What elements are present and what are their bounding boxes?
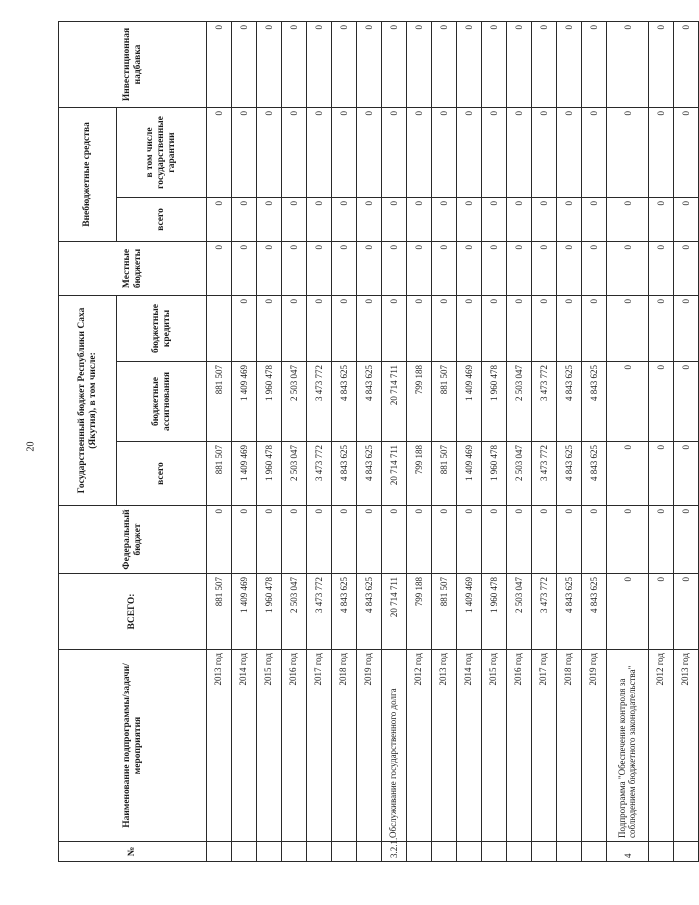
row-off-total-cell: 0 xyxy=(232,197,257,241)
row-num-cell xyxy=(457,842,482,862)
row-off-guarantee-cell: 0 xyxy=(207,107,232,197)
table-header-row xyxy=(59,21,117,861)
rotated-page-content xyxy=(58,22,691,862)
table-row xyxy=(382,21,407,861)
row-total-cell: 881 507 xyxy=(207,574,232,650)
row-state-alloc-cell: 4 843 625 xyxy=(357,362,382,442)
row-total-cell: 4 843 625 xyxy=(332,574,357,650)
row-state-total-cell: 1 409 469 xyxy=(232,442,257,506)
row-total-cell: 3 473 772 xyxy=(532,574,557,650)
row-state-total-cell: 3 473 772 xyxy=(532,442,557,506)
row-local-cell: 0 xyxy=(432,241,457,295)
table-row xyxy=(582,21,607,861)
row-num-cell: 3.2.1. xyxy=(382,842,407,862)
row-off-total-cell: 0 xyxy=(649,197,674,241)
row-invest-cell: 0 xyxy=(232,21,257,107)
row-local-cell: 0 xyxy=(382,241,407,295)
row-local-cell: 0 xyxy=(582,241,607,295)
row-num-cell xyxy=(649,842,674,862)
row-off-guarantee-cell: 0 xyxy=(357,107,382,197)
row-federal-cell: 0 xyxy=(607,506,649,574)
row-state-alloc-cell: 2 503 047 xyxy=(282,362,307,442)
row-total-cell: 2 503 047 xyxy=(282,574,307,650)
budget-table xyxy=(58,21,699,862)
row-num-cell xyxy=(257,842,282,862)
row-state-alloc-cell: 0 xyxy=(649,362,674,442)
row-off-guarantee-cell: 0 xyxy=(457,107,482,197)
row-num-cell xyxy=(482,842,507,862)
row-total-cell: 881 507 xyxy=(432,574,457,650)
row-state-credit-cell: 0 xyxy=(382,295,407,361)
row-name-cell: 2015 год xyxy=(482,650,507,842)
header-local: Местные бюджеты xyxy=(59,241,207,295)
row-total-cell: 4 843 625 xyxy=(357,574,382,650)
row-off-total-cell: 0 xyxy=(257,197,282,241)
row-state-alloc-cell: 2 503 047 xyxy=(507,362,532,442)
row-off-total-cell: 0 xyxy=(307,197,332,241)
row-invest-cell: 0 xyxy=(332,21,357,107)
row-name-cell: 2012 год xyxy=(407,650,432,842)
row-state-credit-cell: 0 xyxy=(482,295,507,361)
row-off-guarantee-cell: 0 xyxy=(257,107,282,197)
row-state-total-cell: 0 xyxy=(649,442,674,506)
row-total-cell: 3 473 772 xyxy=(307,574,332,650)
row-federal-cell: 0 xyxy=(532,506,557,574)
row-invest-cell: 0 xyxy=(382,21,407,107)
row-off-guarantee-cell: 0 xyxy=(674,107,699,197)
row-name-cell: 2017 год xyxy=(532,650,557,842)
row-off-total-cell: 0 xyxy=(432,197,457,241)
row-num-cell xyxy=(232,842,257,862)
row-off-total-cell: 0 xyxy=(582,197,607,241)
row-state-credit-cell: 0 xyxy=(649,295,674,361)
row-local-cell: 0 xyxy=(282,241,307,295)
row-state-credit-cell: 0 xyxy=(407,295,432,361)
row-state-credit-cell xyxy=(207,295,232,361)
page-number: 20 xyxy=(25,441,37,452)
row-total-cell: 0 xyxy=(607,574,649,650)
table-row xyxy=(432,21,457,861)
row-num-cell xyxy=(357,842,382,862)
row-local-cell: 0 xyxy=(482,241,507,295)
row-state-total-cell: 3 473 772 xyxy=(307,442,332,506)
row-local-cell: 0 xyxy=(307,241,332,295)
header-state-budget: Государственный бюджет Республики Саха (Якутия), в том числе: xyxy=(59,295,117,505)
row-federal-cell: 0 xyxy=(407,506,432,574)
row-off-guarantee-cell: 0 xyxy=(382,107,407,197)
header-federal: Федеральный бюджет xyxy=(59,506,207,574)
row-state-credit-cell: 0 xyxy=(557,295,582,361)
row-total-cell: 1 409 469 xyxy=(457,574,482,650)
row-num-cell xyxy=(307,842,332,862)
row-local-cell: 0 xyxy=(557,241,582,295)
row-state-total-cell: 2 503 047 xyxy=(282,442,307,506)
row-invest-cell: 0 xyxy=(432,21,457,107)
row-off-guarantee-cell: 0 xyxy=(532,107,557,197)
row-state-alloc-cell: 3 473 772 xyxy=(532,362,557,442)
row-federal-cell: 0 xyxy=(332,506,357,574)
row-off-guarantee-cell: 0 xyxy=(649,107,674,197)
row-federal-cell: 0 xyxy=(307,506,332,574)
row-state-total-cell: 1 409 469 xyxy=(457,442,482,506)
row-federal-cell: 0 xyxy=(482,506,507,574)
row-federal-cell: 0 xyxy=(357,506,382,574)
row-federal-cell: 0 xyxy=(257,506,282,574)
row-off-total-cell: 0 xyxy=(382,197,407,241)
row-local-cell: 0 xyxy=(332,241,357,295)
row-total-cell: 799 188 xyxy=(407,574,432,650)
header-num: № xyxy=(59,842,207,862)
row-state-total-cell: 4 843 625 xyxy=(557,442,582,506)
table-row xyxy=(649,21,674,861)
row-state-total-cell: 4 843 625 xyxy=(582,442,607,506)
table-row xyxy=(232,21,257,861)
row-off-total-cell: 0 xyxy=(607,197,649,241)
table-row xyxy=(607,21,649,861)
row-state-total-cell: 881 507 xyxy=(432,442,457,506)
header-invest: Инвестиционная надбавка xyxy=(59,21,207,107)
row-num-cell xyxy=(407,842,432,862)
row-invest-cell: 0 xyxy=(407,21,432,107)
row-off-guarantee-cell: 0 xyxy=(507,107,532,197)
row-name-cell: 2018 год xyxy=(332,650,357,842)
row-state-credit-cell: 0 xyxy=(307,295,332,361)
row-num-cell xyxy=(557,842,582,862)
row-federal-cell: 0 xyxy=(382,506,407,574)
table-row xyxy=(557,21,582,861)
row-state-credit-cell: 0 xyxy=(332,295,357,361)
row-name-cell: 2019 год xyxy=(582,650,607,842)
row-invest-cell: 0 xyxy=(457,21,482,107)
row-state-alloc-cell: 3 473 772 xyxy=(307,362,332,442)
header-state-alloc: бюджетные ассигнования xyxy=(117,362,207,442)
row-name-cell: 2019 год xyxy=(357,650,382,842)
header-state-total: всего xyxy=(117,442,207,506)
row-off-guarantee-cell: 0 xyxy=(232,107,257,197)
row-invest-cell: 0 xyxy=(674,21,699,107)
header-state-credit: бюджетные кредиты xyxy=(117,295,207,361)
row-federal-cell: 0 xyxy=(207,506,232,574)
row-state-credit-cell: 0 xyxy=(357,295,382,361)
row-state-credit-cell: 0 xyxy=(507,295,532,361)
row-invest-cell: 0 xyxy=(357,21,382,107)
row-local-cell: 0 xyxy=(507,241,532,295)
row-local-cell: 0 xyxy=(674,241,699,295)
header-off-total: всего xyxy=(117,197,207,241)
row-invest-cell: 0 xyxy=(307,21,332,107)
row-num-cell xyxy=(674,842,699,862)
row-local-cell: 0 xyxy=(607,241,649,295)
row-invest-cell: 0 xyxy=(557,21,582,107)
row-federal-cell: 0 xyxy=(557,506,582,574)
row-off-guarantee-cell: 0 xyxy=(607,107,649,197)
row-state-total-cell: 0 xyxy=(607,442,649,506)
table-row xyxy=(207,21,232,861)
row-federal-cell: 0 xyxy=(457,506,482,574)
row-local-cell: 0 xyxy=(257,241,282,295)
row-name-cell: Подпрограмма "Обеспечение контроля за соблюдением бюджетного законодательства" xyxy=(607,650,649,842)
row-state-alloc-cell: 799 188 xyxy=(407,362,432,442)
row-federal-cell: 0 xyxy=(432,506,457,574)
row-invest-cell: 0 xyxy=(482,21,507,107)
row-local-cell: 0 xyxy=(457,241,482,295)
row-off-guarantee-cell: 0 xyxy=(307,107,332,197)
row-state-total-cell: 1 960 478 xyxy=(482,442,507,506)
row-off-guarantee-cell: 0 xyxy=(407,107,432,197)
row-total-cell: 1 960 478 xyxy=(257,574,282,650)
row-name-cell: 2016 год xyxy=(507,650,532,842)
row-invest-cell: 0 xyxy=(257,21,282,107)
table-row xyxy=(532,21,557,861)
row-off-total-cell: 0 xyxy=(532,197,557,241)
row-state-alloc-cell: 0 xyxy=(674,362,699,442)
row-off-guarantee-cell: 0 xyxy=(557,107,582,197)
table-row xyxy=(307,21,332,861)
row-off-total-cell: 0 xyxy=(457,197,482,241)
row-state-total-cell: 799 188 xyxy=(407,442,432,506)
row-num-cell xyxy=(507,842,532,862)
row-local-cell: 0 xyxy=(532,241,557,295)
row-off-total-cell: 0 xyxy=(357,197,382,241)
row-name-cell: 2018 год xyxy=(557,650,582,842)
row-invest-cell: 0 xyxy=(207,21,232,107)
row-off-total-cell: 0 xyxy=(674,197,699,241)
row-name-cell: Обслуживание государственного долга xyxy=(382,650,407,842)
row-name-cell: 2013 год xyxy=(674,650,699,842)
row-state-credit-cell: 0 xyxy=(457,295,482,361)
row-invest-cell: 0 xyxy=(282,21,307,107)
row-state-total-cell: 4 843 625 xyxy=(332,442,357,506)
row-name-cell: 2012 год xyxy=(649,650,674,842)
row-state-credit-cell: 0 xyxy=(282,295,307,361)
row-off-total-cell: 0 xyxy=(332,197,357,241)
row-state-credit-cell: 0 xyxy=(232,295,257,361)
row-name-cell: 2013 год xyxy=(432,650,457,842)
row-federal-cell: 0 xyxy=(282,506,307,574)
row-off-total-cell: 0 xyxy=(407,197,432,241)
header-off-guarantee: в том числе государственные гарантии xyxy=(117,107,207,197)
row-off-total-cell: 0 xyxy=(507,197,532,241)
row-num-cell xyxy=(582,842,607,862)
row-off-total-cell: 0 xyxy=(282,197,307,241)
table-row xyxy=(674,21,699,861)
row-federal-cell: 0 xyxy=(507,506,532,574)
row-off-guarantee-cell: 0 xyxy=(582,107,607,197)
row-state-total-cell: 0 xyxy=(674,442,699,506)
row-state-alloc-cell: 1 960 478 xyxy=(482,362,507,442)
row-state-total-cell: 4 843 625 xyxy=(357,442,382,506)
row-num-cell xyxy=(432,842,457,862)
row-name-cell: 2016 год xyxy=(282,650,307,842)
table-row xyxy=(282,21,307,861)
row-num-cell xyxy=(532,842,557,862)
row-total-cell: 0 xyxy=(674,574,699,650)
row-off-total-cell: 0 xyxy=(207,197,232,241)
row-state-total-cell: 1 960 478 xyxy=(257,442,282,506)
row-num-cell xyxy=(332,842,357,862)
row-local-cell: 0 xyxy=(407,241,432,295)
row-name-cell: 2014 год xyxy=(457,650,482,842)
row-state-alloc-cell: 881 507 xyxy=(432,362,457,442)
row-invest-cell: 0 xyxy=(649,21,674,107)
row-off-total-cell: 0 xyxy=(557,197,582,241)
row-name-cell: 2013 год xyxy=(207,650,232,842)
row-state-credit-cell: 0 xyxy=(582,295,607,361)
header-offbudget: Внебюджетные средства xyxy=(59,107,117,241)
row-federal-cell: 0 xyxy=(674,506,699,574)
row-local-cell: 0 xyxy=(207,241,232,295)
header-total: ВСЕГО: xyxy=(59,574,207,650)
row-invest-cell: 0 xyxy=(607,21,649,107)
row-local-cell: 0 xyxy=(357,241,382,295)
row-total-cell: 2 503 047 xyxy=(507,574,532,650)
row-invest-cell: 0 xyxy=(532,21,557,107)
table-row xyxy=(407,21,432,861)
row-state-total-cell: 2 503 047 xyxy=(507,442,532,506)
table-row xyxy=(332,21,357,861)
row-state-alloc-cell: 881 507 xyxy=(207,362,232,442)
row-federal-cell: 0 xyxy=(649,506,674,574)
row-off-guarantee-cell: 0 xyxy=(282,107,307,197)
row-federal-cell: 0 xyxy=(582,506,607,574)
table-row xyxy=(482,21,507,861)
row-state-credit-cell: 0 xyxy=(532,295,557,361)
row-total-cell: 4 843 625 xyxy=(557,574,582,650)
row-state-total-cell: 20 714 711 xyxy=(382,442,407,506)
row-local-cell: 0 xyxy=(649,241,674,295)
row-state-credit-cell: 0 xyxy=(257,295,282,361)
row-state-alloc-cell: 1 409 469 xyxy=(232,362,257,442)
row-total-cell: 1 409 469 xyxy=(232,574,257,650)
row-off-guarantee-cell: 0 xyxy=(482,107,507,197)
row-num-cell: 4 xyxy=(607,842,649,862)
row-state-alloc-cell: 4 843 625 xyxy=(332,362,357,442)
row-federal-cell: 0 xyxy=(232,506,257,574)
row-state-total-cell: 881 507 xyxy=(207,442,232,506)
table-row xyxy=(457,21,482,861)
row-state-alloc-cell: 4 843 625 xyxy=(582,362,607,442)
row-state-alloc-cell: 4 843 625 xyxy=(557,362,582,442)
row-num-cell xyxy=(282,842,307,862)
row-off-guarantee-cell: 0 xyxy=(332,107,357,197)
row-off-total-cell: 0 xyxy=(482,197,507,241)
row-invest-cell: 0 xyxy=(507,21,532,107)
row-name-cell: 2015 год xyxy=(257,650,282,842)
row-state-alloc-cell: 0 xyxy=(607,362,649,442)
row-state-credit-cell: 0 xyxy=(674,295,699,361)
table-row xyxy=(357,21,382,861)
row-off-guarantee-cell: 0 xyxy=(432,107,457,197)
row-state-alloc-cell: 1 409 469 xyxy=(457,362,482,442)
row-total-cell: 1 960 478 xyxy=(482,574,507,650)
row-total-cell: 4 843 625 xyxy=(582,574,607,650)
header-name: Наименование подпрограммы/задачи/мероприятия xyxy=(59,650,207,842)
row-total-cell: 0 xyxy=(649,574,674,650)
table-row xyxy=(507,21,532,861)
row-state-alloc-cell: 20 714 711 xyxy=(382,362,407,442)
row-name-cell: 2014 год xyxy=(232,650,257,842)
row-state-credit-cell: 0 xyxy=(432,295,457,361)
row-invest-cell: 0 xyxy=(582,21,607,107)
row-state-credit-cell: 0 xyxy=(607,295,649,361)
row-num-cell xyxy=(207,842,232,862)
table-row xyxy=(257,21,282,861)
row-state-alloc-cell: 1 960 478 xyxy=(257,362,282,442)
row-total-cell: 20 714 711 xyxy=(382,574,407,650)
row-local-cell: 0 xyxy=(232,241,257,295)
row-name-cell: 2017 год xyxy=(307,650,332,842)
